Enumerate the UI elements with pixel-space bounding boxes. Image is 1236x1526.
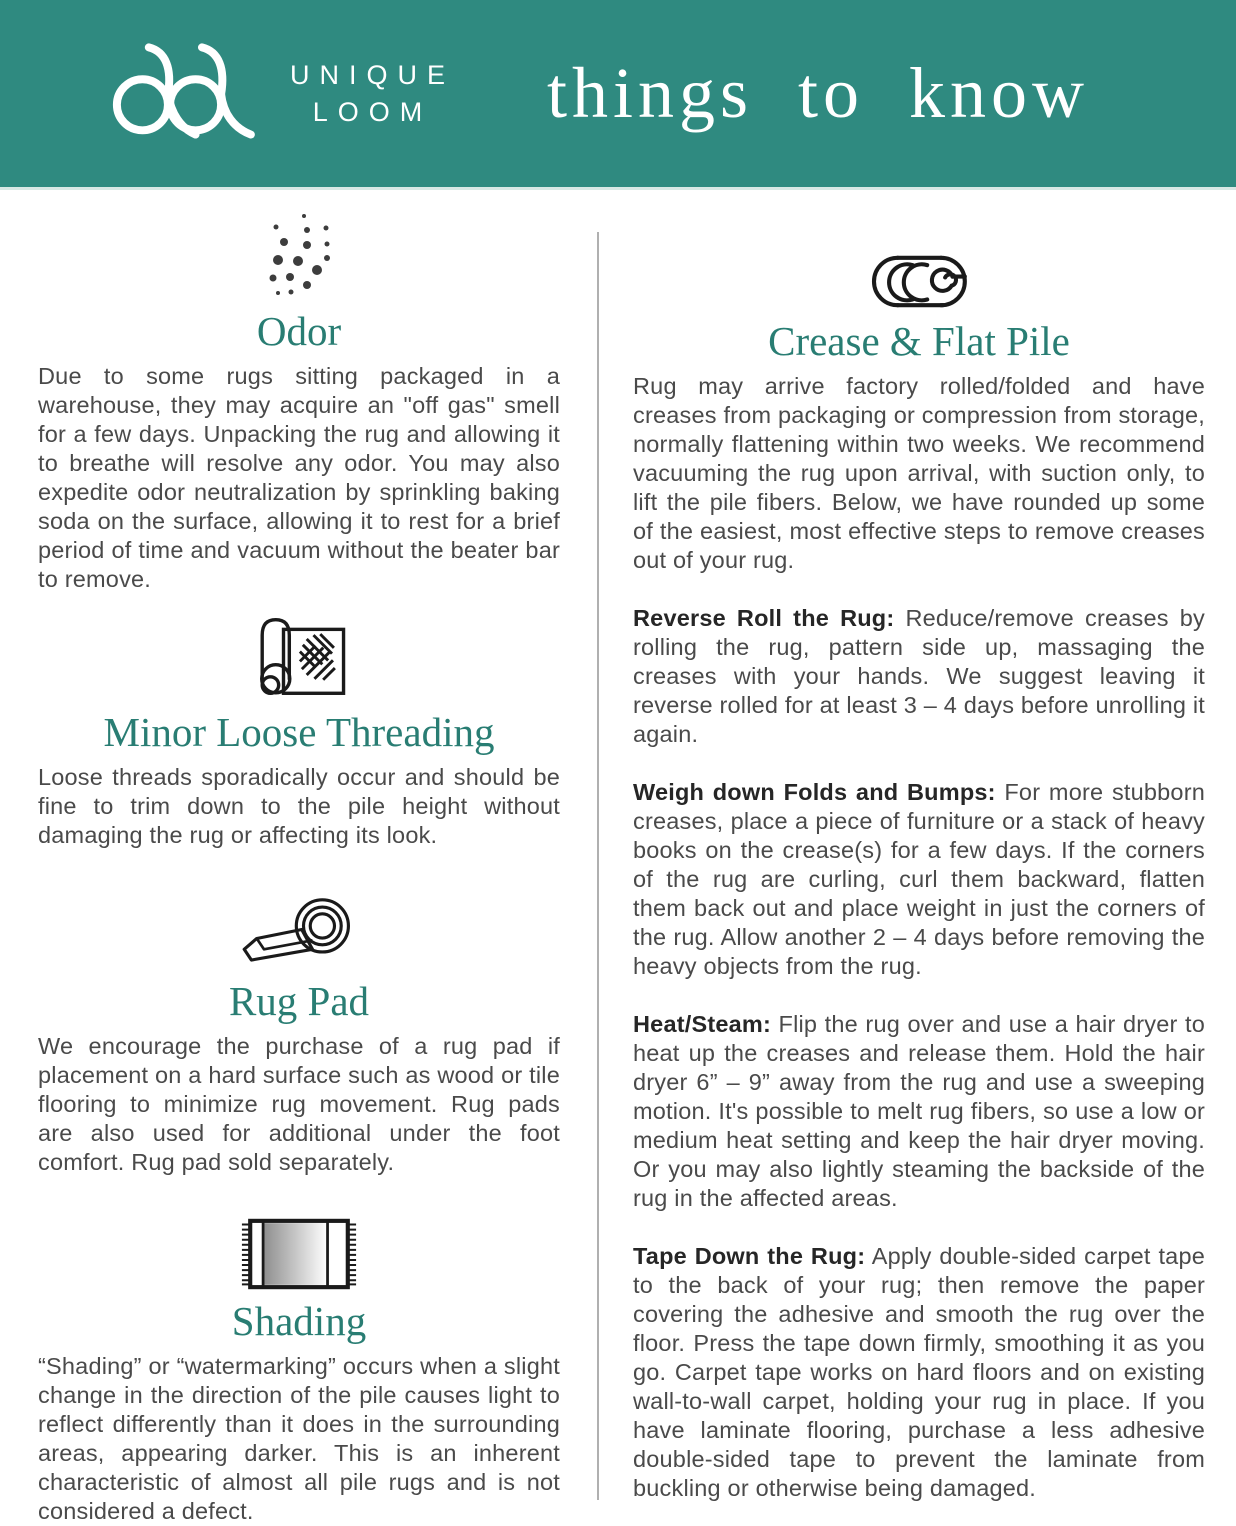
section-body: Rug may arrive factory rolled/folded and have creases from packaging or compression from storage, normally flattening within two weeks. We recommend vacuuming the rug upon arrival, with suction only, to lift the pile fibers. Below, we have rounded up some of the easiest, most effective steps to remove creases out of your rug. [633, 373, 1205, 574]
section-heading: Crease & Flat Pile [768, 318, 1070, 364]
brand-wordmark [290, 57, 455, 130]
section-heading: Shading [231, 1298, 367, 1345]
brand-line-1: UNIQUE [290, 60, 456, 91]
page-title: things to know [547, 53, 1090, 133]
rug-pad-roll-icon [38, 888, 560, 971]
tip-label: Tape Down the Rug: [633, 1243, 866, 1270]
tip-weigh-down [633, 778, 1205, 981]
left-column [38, 190, 560, 1526]
tip-label: Weigh down Folds and Bumps: [633, 779, 996, 806]
brand-line-2: LOOM [312, 96, 433, 127]
section-crease-flat-pile [633, 252, 1205, 575]
tip-label: Heat/Steam: [633, 1011, 772, 1038]
section-body: Loose threads sporadically occur and should be fine to trim down to the pile height without damaging the rug or affecting its look. [38, 764, 560, 849]
tip-text: Flip the rug over and use a hair dryer to heat up the creases and release them. Hold the hair dryer 6” – 9” away from the rug and use a sweeping motion. It's possible to melt rug fibers, so use a low or medium heat setting and keep the hair dryer moving. Or you may also lightly steaming the backside of the rug in the affected areas. [633, 1011, 1205, 1212]
tip-tape-down [633, 1242, 1205, 1503]
column-divider [597, 232, 599, 1500]
section-body: “Shading” or “watermarking” occurs when a slight change in the direction of the pile causes light to reflect differently than it does in the surrounding areas, appearing darker. This is an inherent characteristic of almost all pile rugs and is not considered a defect. [38, 1353, 560, 1525]
section-rug-pad [38, 888, 560, 1177]
page-header [0, 0, 1236, 190]
tip-label: Reverse Roll the Rug: [633, 605, 895, 632]
section-minor-loose-threading [38, 610, 560, 850]
fringed-rug-icon [38, 1217, 560, 1291]
tip-reverse-roll [633, 604, 1205, 749]
rolled-rug-crosshatch-icon [38, 610, 560, 702]
section-body: Due to some rugs sitting packaged in a warehouse, they may acquire an "off gas" smell for a few days. Unpacking the rug and allowing it to breathe will resolve any odor. You may also expedite odor neutralization by sprinkling baking soda on the surface, allowing it to rest for a brief period of time and vacuum without the beater bar to remove. [38, 363, 560, 593]
odor-sprinkle-icon [38, 206, 560, 301]
unique-loom-logo [106, 41, 266, 147]
section-heading: Odor [256, 308, 342, 354]
section-shading [38, 1217, 560, 1526]
tip-text: Reduce/remove creases by rolling the rug, pattern side up, massaging the creases with your hands. We suggest leaving it reverse rolled for at least 3 – 4 days before unrolling it again. [633, 605, 1205, 748]
rolled-rug-side-icon [633, 252, 1205, 311]
section-heading: Minor Loose Threading [103, 709, 495, 756]
right-column [633, 190, 1205, 1503]
tip-text: Apply double-sided carpet tape to the back of your rug; then remove the paper covering the adhesive and smooth the rug over the floor. Press the tape down firmly, smoothing it as you go. Carpet tape works on hard floors and on existing wall-to-wall carpet, holding your rug in place. If you have laminate flooring, purchase a less adhesive double-sided tape to prevent the laminate from buckling or otherwise being damaged. [633, 1243, 1205, 1502]
section-heading: Rug Pad [228, 978, 370, 1025]
section-body: We encourage the purchase of a rug pad if placement on a hard surface such as wood or tile flooring to minimize rug movement. Rug pads are also used for additional under the foot comfort. Rug pad sold separately. [38, 1033, 560, 1176]
tip-text: For more stubborn creases, place a piece of furniture or a stack of heavy books on the crease(s) for a few days. If the corners of the rug are curling, curl them backward, flatten them back out and place weight in just the corners of the rug. Allow another 2 – 4 days before removing the heavy objects from the rug. [633, 779, 1205, 980]
section-odor [38, 206, 560, 594]
tip-heat-steam [633, 1010, 1205, 1213]
